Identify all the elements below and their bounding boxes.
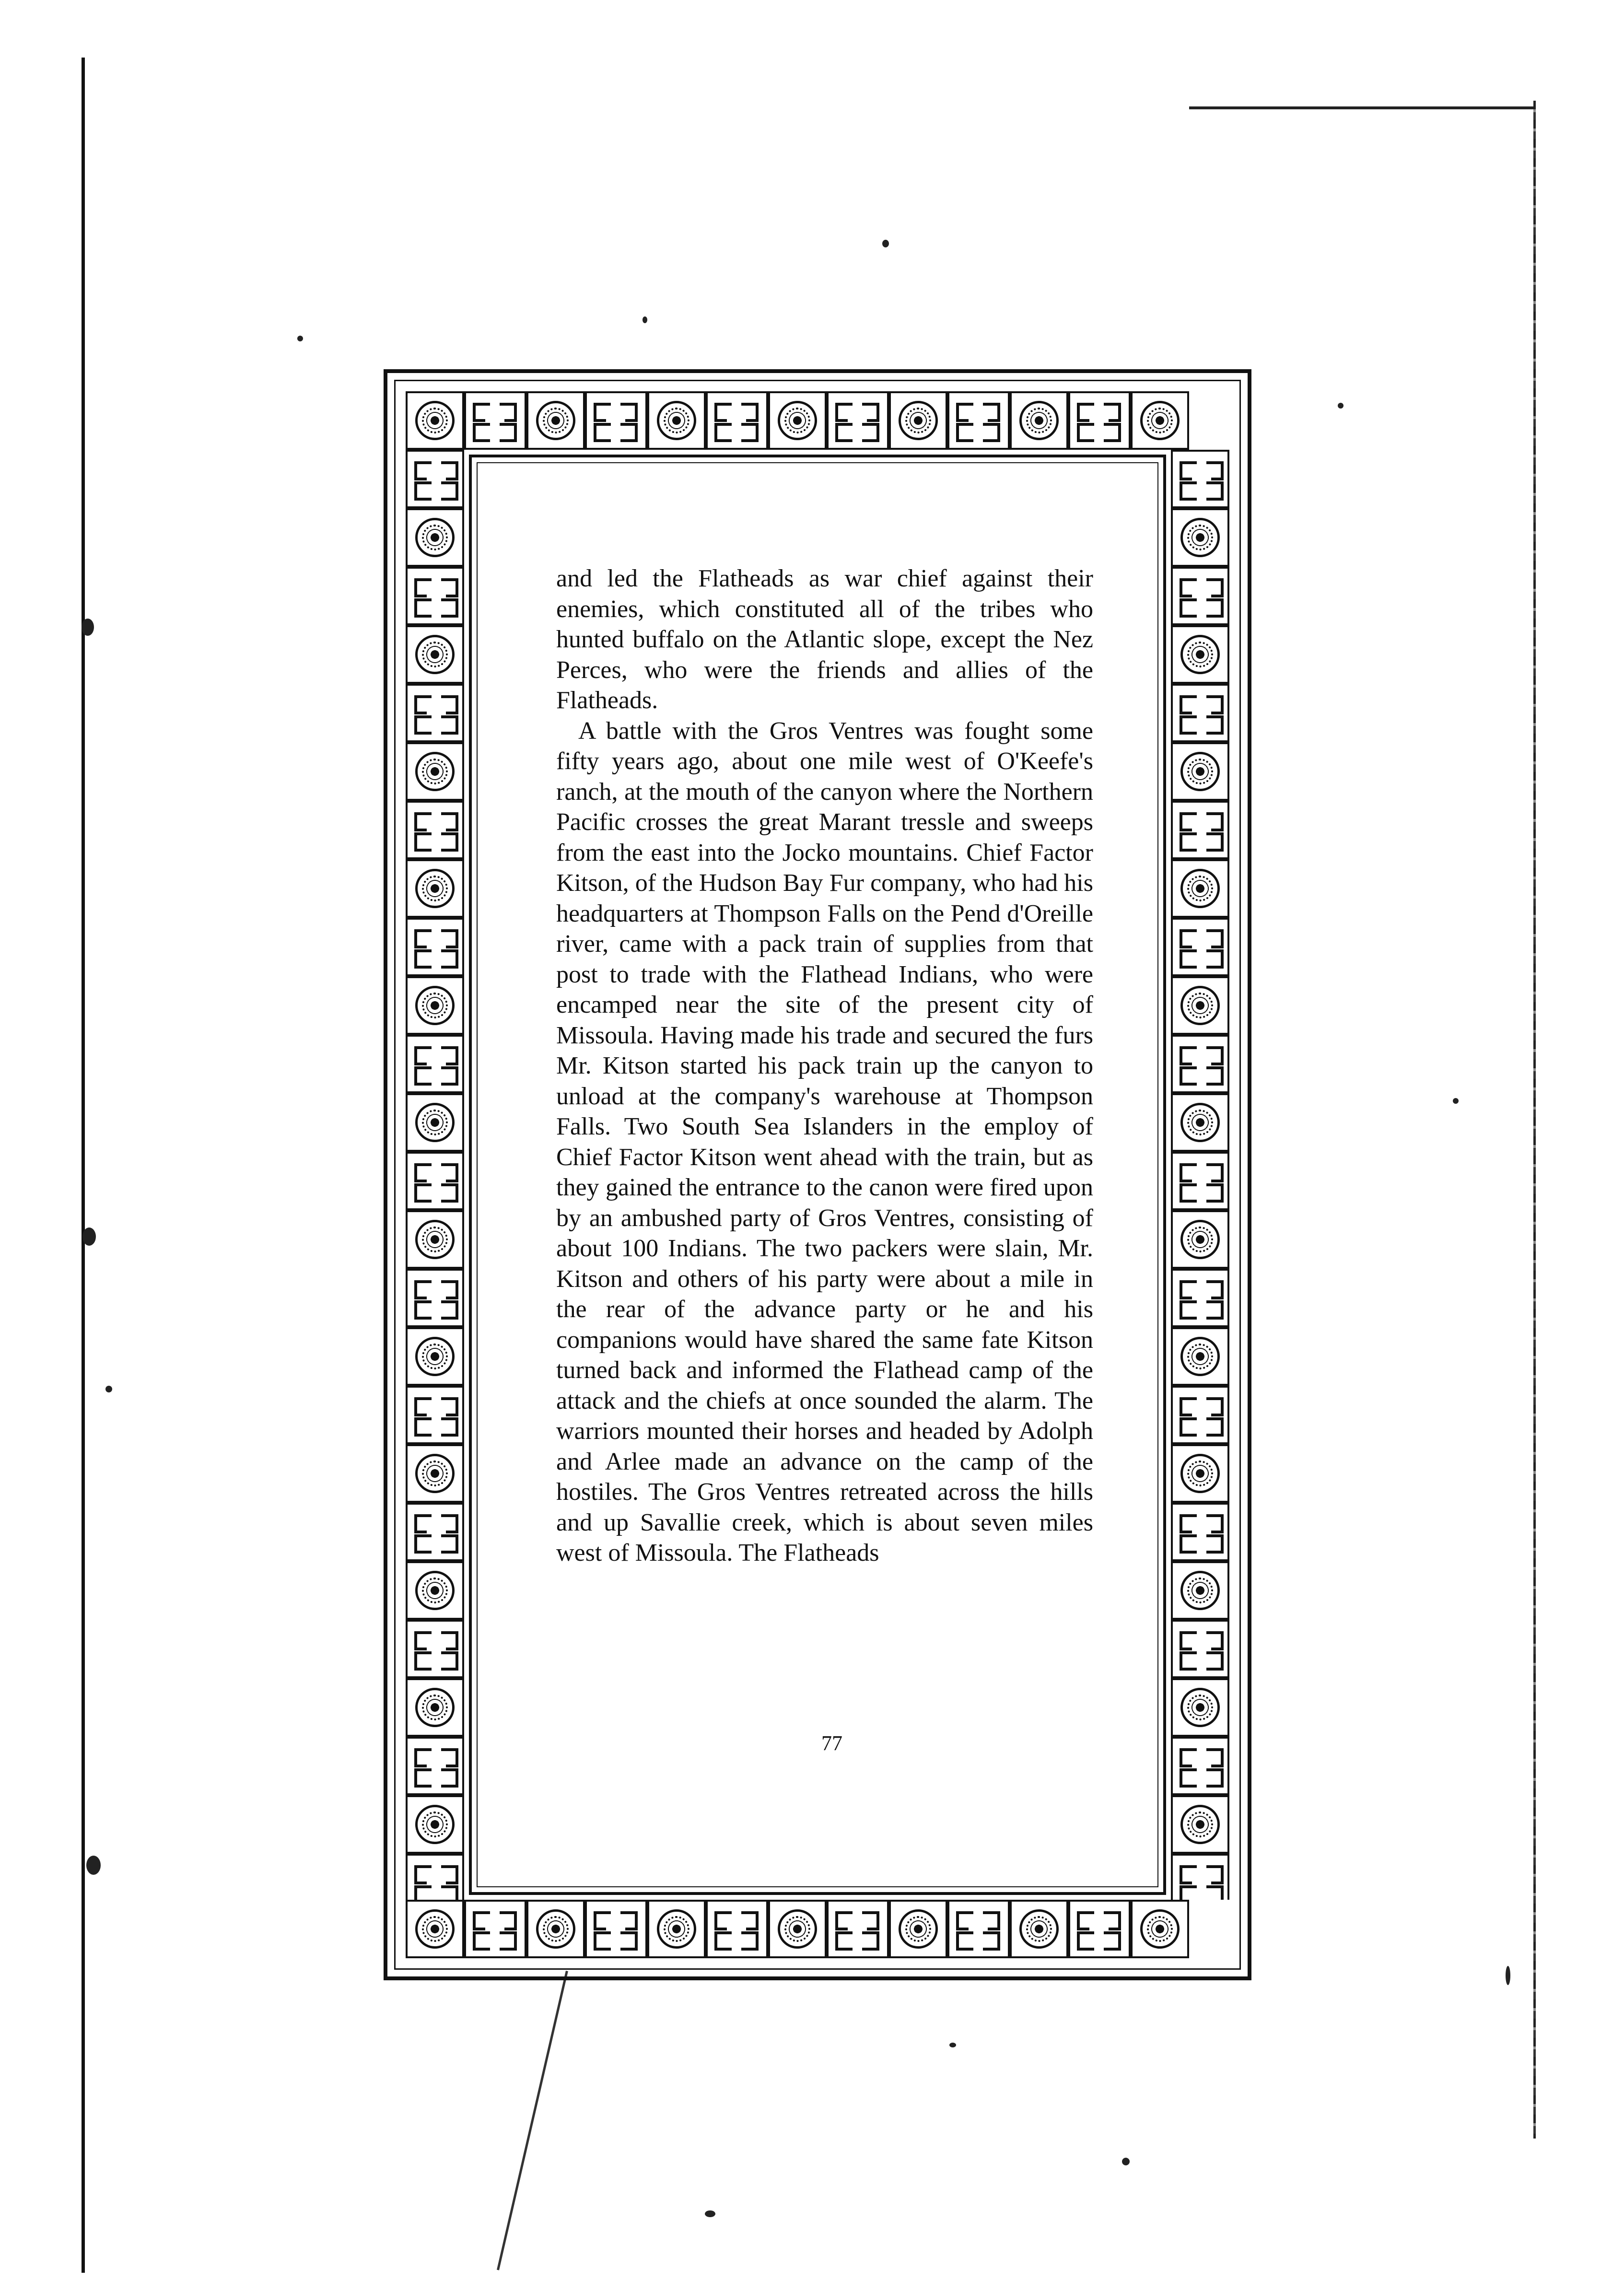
greek-key-ornament xyxy=(406,1269,464,1327)
greek-key-ornament xyxy=(406,1503,464,1561)
rosette-ornament xyxy=(1171,1093,1229,1152)
rosette-ornament xyxy=(1171,1327,1229,1386)
rosette-ornament xyxy=(406,1678,464,1737)
greek-key-ornament xyxy=(1068,1900,1131,1958)
scan-speck xyxy=(643,316,647,323)
greek-key-ornament xyxy=(406,1386,464,1444)
greek-key-ornament xyxy=(827,1900,889,1958)
rosette-ornament xyxy=(406,1795,464,1854)
rosette-ornament xyxy=(406,1327,464,1386)
rosette-ornament xyxy=(406,859,464,918)
greek-key-ornament xyxy=(406,1737,464,1795)
greek-key-ornament xyxy=(406,684,464,742)
greek-key-ornament xyxy=(406,918,464,976)
greek-key-ornament xyxy=(1171,1620,1229,1678)
greek-key-ornament xyxy=(1171,801,1229,859)
greek-key-ornament xyxy=(1171,1152,1229,1210)
rosette-ornament xyxy=(1171,1678,1229,1737)
rosette-ornament xyxy=(1171,976,1229,1035)
rosette-ornament xyxy=(406,1561,464,1620)
scan-margin-line-right xyxy=(1533,101,1536,2139)
greek-key-ornament xyxy=(1171,1503,1229,1561)
rosette-ornament xyxy=(406,391,464,450)
greek-key-ornament xyxy=(1171,567,1229,625)
greek-key-ornament xyxy=(1171,1854,1229,1900)
paragraph-2: A battle with the Gros Ventres was fought some fifty years ago, about one mile west of O'Keefe's ranch, at the mouth of the canyon where the Northern Pacific crosses the great Marant tressle and sweeps from the east into the Jocko mountains. Chief Factor Kitson, of the Hudson Bay Fur company, who had his headquarters at Thompson Falls on the Pend d'Oreille river, came with a pack train of supplies from that post to trade with the Flathead Indians, who were encamped near the site of the present city of Missoula. Having made his trade and secured the furs Mr. Kitson started his pack train up the canyon to unload at the company's warehouse at Thompson Falls. Two South Sea Islanders in the employ of Chief Factor Kitson went ahead with the train, but as they gained the entrance to the canon were fired upon by an ambushed party of Gros Ventres, consisting of about 100 Indians. The two packers were slain, Mr. Kitson and others of his party were about a mile in the rear of the advance party or he and his companions would have shared the same fate Kitson turned back and informed the Flathead camp of the attack and the chiefs at once sounded the alarm. The warriors mounted their horses and headed by Adolph and Arlee made an advance on the camp of the hostiles. The Gros Ventres retreated across the hills and up Savallie creek, which is about seven miles west of Missoula. The Flatheads xyxy=(556,717,1093,1566)
paragraph-1: and led the Flatheads as war chief against their enemies, which constituted all of the tribes who hunted buffalo on the Atlantic slope, except the Nez Perces, who were the friends and allies of the Flatheads. xyxy=(556,565,1093,714)
scan-speck xyxy=(1338,403,1344,409)
rosette-ornament xyxy=(1171,742,1229,801)
scan-speck xyxy=(705,2210,715,2217)
scan-speck xyxy=(1453,1098,1459,1104)
greek-key-ornament xyxy=(1171,1035,1229,1093)
scan-speck xyxy=(297,336,303,341)
scan-speck xyxy=(1122,2158,1130,2165)
rosette-ornament xyxy=(406,1900,464,1958)
greek-key-ornament xyxy=(406,1152,464,1210)
greek-key-ornament xyxy=(1171,1269,1229,1327)
rosette-ornament xyxy=(406,1444,464,1503)
scan-speck xyxy=(86,1856,101,1875)
body-text xyxy=(556,563,1093,1568)
rosette-ornament xyxy=(768,1900,827,1958)
greek-key-ornament xyxy=(1171,1386,1229,1444)
rosette-ornament xyxy=(406,976,464,1035)
rosette-ornament xyxy=(1131,1900,1189,1958)
rosette-ornament xyxy=(1010,1900,1068,1958)
greek-key-ornament xyxy=(406,1035,464,1093)
rosette-ornament xyxy=(1171,1561,1229,1620)
rosette-ornament xyxy=(1010,391,1068,450)
rosette-ornament xyxy=(526,391,585,450)
scan-speck xyxy=(105,1386,112,1392)
rosette-ornament xyxy=(647,1900,706,1958)
greek-key-ornament xyxy=(947,391,1010,450)
rosette-ornament xyxy=(1171,859,1229,918)
rosette-ornament xyxy=(889,1900,947,1958)
border-band-left xyxy=(406,450,464,1900)
rosette-ornament xyxy=(768,391,827,450)
greek-key-ornament xyxy=(1171,684,1229,742)
greek-key-ornament xyxy=(406,1854,464,1900)
rosette-ornament xyxy=(1131,391,1189,450)
greek-key-ornament xyxy=(406,1620,464,1678)
greek-key-ornament xyxy=(585,391,647,450)
border-band-bottom xyxy=(406,1900,1229,1958)
scan-speck xyxy=(82,1227,96,1246)
rosette-ornament xyxy=(889,391,947,450)
scan-speck xyxy=(882,240,889,247)
rosette-ornament xyxy=(647,391,706,450)
rosette-ornament xyxy=(406,742,464,801)
greek-key-ornament xyxy=(464,1900,526,1958)
rosette-ornament xyxy=(526,1900,585,1958)
rosette-ornament xyxy=(1171,1795,1229,1854)
greek-key-ornament xyxy=(1068,391,1131,450)
scan-speck xyxy=(1506,1966,1510,1985)
rosette-ornament xyxy=(1171,1210,1229,1269)
greek-key-ornament xyxy=(406,567,464,625)
greek-key-ornament xyxy=(406,801,464,859)
greek-key-ornament xyxy=(827,391,889,450)
scan-stray-stroke xyxy=(497,1971,568,2270)
rosette-ornament xyxy=(1171,1444,1229,1503)
greek-key-ornament xyxy=(947,1900,1010,1958)
scan-top-rule xyxy=(1189,106,1534,109)
greek-key-ornament xyxy=(1171,918,1229,976)
greek-key-ornament xyxy=(406,450,464,508)
greek-key-ornament xyxy=(1171,1737,1229,1795)
greek-key-ornament xyxy=(706,391,768,450)
page-number: 77 xyxy=(821,1731,842,1755)
border-band-top xyxy=(406,391,1229,450)
rosette-ornament xyxy=(406,1093,464,1152)
rosette-ornament xyxy=(406,1210,464,1269)
rosette-ornament xyxy=(1171,508,1229,567)
greek-key-ornament xyxy=(706,1900,768,1958)
scan-speck xyxy=(949,2043,956,2047)
rosette-ornament xyxy=(406,508,464,567)
scan-margin-line-left xyxy=(82,58,85,2273)
rosette-ornament xyxy=(1171,625,1229,684)
rosette-ornament xyxy=(406,625,464,684)
greek-key-ornament xyxy=(464,391,526,450)
greek-key-ornament xyxy=(585,1900,647,1958)
border-band-right xyxy=(1171,450,1229,1900)
greek-key-ornament xyxy=(1171,450,1229,508)
scan-speck xyxy=(82,619,94,636)
